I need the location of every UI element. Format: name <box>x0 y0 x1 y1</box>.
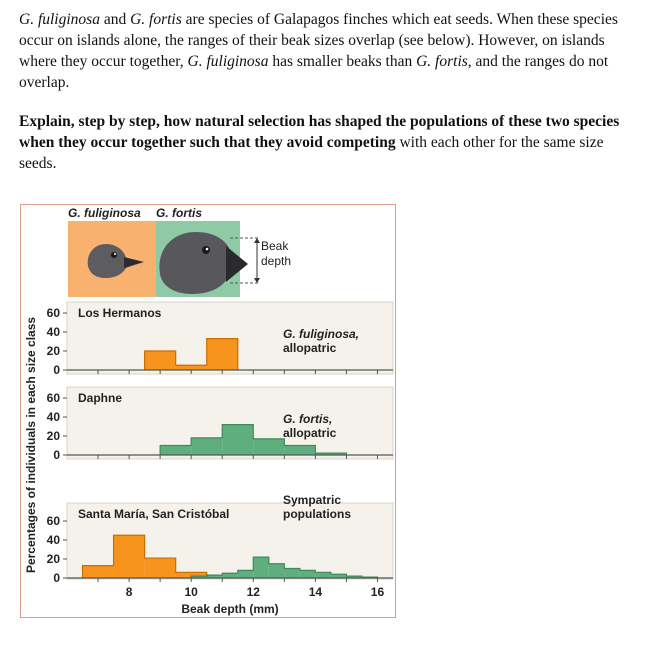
species-name-fortis: G. fortis <box>416 53 468 70</box>
question-paragraph <box>19 111 639 174</box>
y-axis-label: Percentages of individuals in each size class <box>24 316 38 574</box>
x-tick-label: 12 <box>246 585 260 599</box>
histogram-bar <box>160 446 191 456</box>
histogram-bar <box>238 570 254 578</box>
x-tick-label: 16 <box>370 585 385 599</box>
species-name-fuliginosa: G. fuliginosa <box>19 11 100 28</box>
y-tick-label: 60 <box>46 514 60 528</box>
y-tick-label: 60 <box>46 306 60 320</box>
panel-title: Santa María, San Cristóbal <box>78 507 230 521</box>
histogram-bar <box>284 446 315 456</box>
species-name-fuliginosa: G. fuliginosa <box>187 53 269 70</box>
panel-annotation: G. fortis, <box>283 412 333 426</box>
histogram-panels <box>47 302 393 599</box>
y-tick-label: 40 <box>46 325 60 339</box>
y-tick-label: 20 <box>46 429 60 443</box>
panel-annotation: populations <box>283 507 351 521</box>
histogram-bar <box>284 569 300 579</box>
histogram-bar <box>253 439 284 455</box>
intro-paragraph <box>19 9 639 93</box>
header-label-fuliginosa: G. fuliginosa <box>68 206 141 220</box>
panel-title: Daphne <box>78 391 123 405</box>
histogram-bar <box>315 572 331 578</box>
beak-depth-chart <box>20 204 396 618</box>
y-tick-label: 0 <box>53 448 60 462</box>
y-tick-label: 20 <box>46 552 60 566</box>
y-tick-label: 40 <box>46 410 60 424</box>
histogram-bar <box>145 558 176 578</box>
species-name-fortis: G. fortis <box>130 11 182 28</box>
histogram-bar <box>300 570 316 578</box>
histogram-bar <box>269 564 285 578</box>
y-tick-label: 40 <box>46 533 60 547</box>
panel-annotation: G. fuliginosa, <box>283 327 360 341</box>
intro-text: are species of Galapagos finches which eat seeds. When these species occur on islands alone, the ranges of their beak sizes overlap (see below). However, on islands where they occur together, <box>19 11 618 70</box>
intro-text: and <box>99 11 131 28</box>
histogram-bar <box>222 573 238 578</box>
panel-annotation: allopatric <box>283 341 337 355</box>
y-tick-label: 60 <box>46 391 60 405</box>
histogram-bar <box>207 339 238 370</box>
panel-annotation: Sympatric <box>283 493 342 507</box>
y-tick-label: 0 <box>53 363 60 377</box>
depth-label: depth <box>261 254 292 268</box>
y-tick-label: 20 <box>46 344 60 358</box>
histogram-bar <box>114 535 145 578</box>
panel-annotation: allopatric <box>283 426 337 440</box>
histogram-bar <box>253 557 269 578</box>
header-label-fortis: G. fortis <box>156 206 203 220</box>
histogram-bar <box>83 566 114 578</box>
intro-text: has smaller beaks than <box>268 53 417 70</box>
histogram-bar <box>191 438 222 455</box>
intro-text: , and the ranges do not overlap. <box>19 53 609 91</box>
question-plain-text: with each other for the same size seeds. <box>19 134 604 172</box>
x-tick-label: 14 <box>308 585 323 599</box>
panel-title: Los Hermanos <box>78 306 162 320</box>
x-tick-label: 10 <box>184 585 198 599</box>
y-tick-label: 0 <box>53 571 60 585</box>
beak-label: Beak <box>261 239 289 253</box>
x-axis-label: Beak depth (mm) <box>181 602 279 616</box>
histogram-bar <box>176 365 207 370</box>
x-tick-label: 8 <box>125 585 133 599</box>
question-bold-text: Explain, step by step, how natural selection has shaped the populations of these two species when they occur together such that they avoid competing <box>19 113 620 151</box>
histogram-bar <box>222 425 253 455</box>
histogram-bar <box>145 351 176 370</box>
finch-beak-figure <box>20 204 396 618</box>
